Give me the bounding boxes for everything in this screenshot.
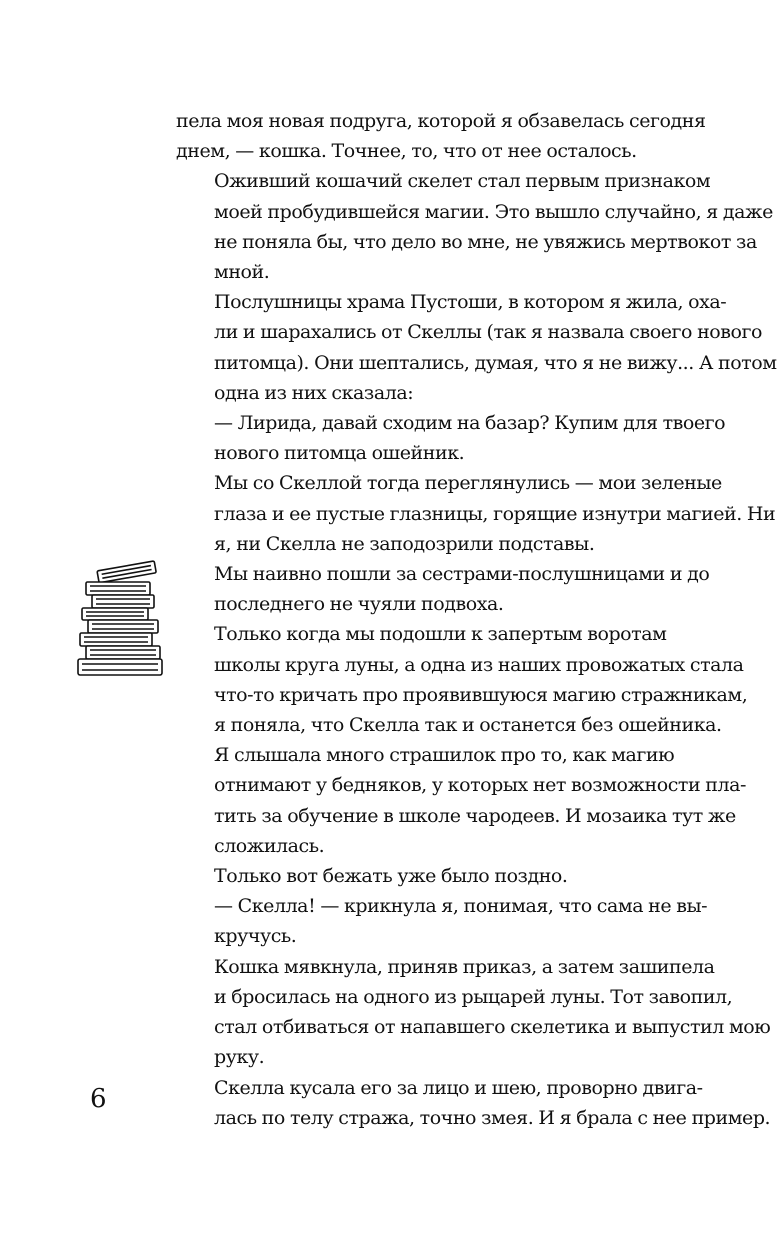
paragraph xyxy=(176,952,771,1073)
text-line: лась по телу стража, точно змея. И я брала с нее пример. xyxy=(214,1106,771,1129)
text-line: Оживший кошачий скелет стал первым признаком xyxy=(214,170,711,193)
paragraph xyxy=(176,408,726,468)
text-line: Мы со Скеллой тогда переглянулись — мои зеленые xyxy=(214,472,722,495)
book-stack-icon xyxy=(76,562,166,688)
text-line: отнимают у бедняков, у которых нет возможности пла- xyxy=(214,774,746,797)
text-line: школы круга луны, а одна из наших провожатых стала xyxy=(214,653,744,676)
text-line: одна из них сказала: xyxy=(214,381,414,404)
paragraph xyxy=(176,106,706,166)
paragraph xyxy=(176,559,710,619)
text-line: нового питомца ошейник. xyxy=(214,442,465,465)
text-line: пела моя новая подруга, которой я обзавелась сегодня xyxy=(176,110,706,132)
paragraph xyxy=(176,287,777,408)
text-line: руку. xyxy=(214,1046,265,1069)
paragraph xyxy=(176,1073,771,1133)
text-line: Только вот бежать уже было поздно. xyxy=(214,865,568,888)
text-line: днем, — кошка. Точнее, то, что от нее осталось. xyxy=(176,140,637,163)
text-line: последнего не чуяли подвоха. xyxy=(214,593,504,616)
page-number: 6 xyxy=(90,1084,107,1114)
text-line: Только когда мы подошли к запертым воротам xyxy=(214,623,667,646)
text-line: Кошка мявкнула, приняв приказ, а затем зашипела xyxy=(214,955,715,978)
text-line: я, ни Скелла не заподозрили подставы. xyxy=(214,532,595,555)
text-line: Скелла кусала его за лицо и шею, проворно двига- xyxy=(214,1076,703,1099)
paragraph xyxy=(176,468,776,559)
text-line: кручусь. xyxy=(214,925,297,948)
text-line: тить за обучение в школе чародеев. И мозаика тут же xyxy=(214,804,736,827)
text-line: сложилась. xyxy=(214,834,325,857)
text-line: моей пробудившейся магии. Это вышло случайно, я даже xyxy=(214,200,773,223)
paragraph xyxy=(176,619,748,740)
paragraph xyxy=(176,861,686,891)
text-line: что-то кричать про проявившуюся магию стражникам, xyxy=(214,683,748,706)
paragraph xyxy=(176,740,746,861)
text-line: я поняла, что Скелла так и останется без ошейника. xyxy=(214,714,722,737)
paragraph xyxy=(176,891,708,951)
text-line: питомца). Они шептались, думая, что я не вижу... А потом xyxy=(214,351,777,374)
text-line: глаза и ее пустые глазницы, горящие изнутри магией. Ни xyxy=(214,502,776,525)
text-line: Я слышала много страшилок про то, как магию xyxy=(214,744,675,767)
text-line: Послушницы храма Пустоши, в котором я жила, оха- xyxy=(214,291,727,314)
text-line: мной. xyxy=(214,261,270,284)
text-line: — Лирида, давай сходим на базар? Купим для твоего xyxy=(214,412,726,435)
text-line: и бросилась на одного из рыцарей луны. Тот завопил, xyxy=(214,985,733,1008)
paragraph xyxy=(176,166,773,287)
text-line: не поняла бы, что дело во мне, не увяжись мертвокот за xyxy=(214,230,757,253)
text-line: Мы наивно пошли за сестрами-послушницами и до xyxy=(214,563,710,586)
text-line: ли и шарахались от Скеллы (так я назвала своего нового xyxy=(214,321,763,344)
book-text xyxy=(176,106,777,1133)
text-line: — Скелла! — крикнула я, понимая, что сама не вы- xyxy=(214,895,708,918)
text-line: стал отбиваться от напавшего скелетика и выпустил мою xyxy=(214,1016,771,1039)
